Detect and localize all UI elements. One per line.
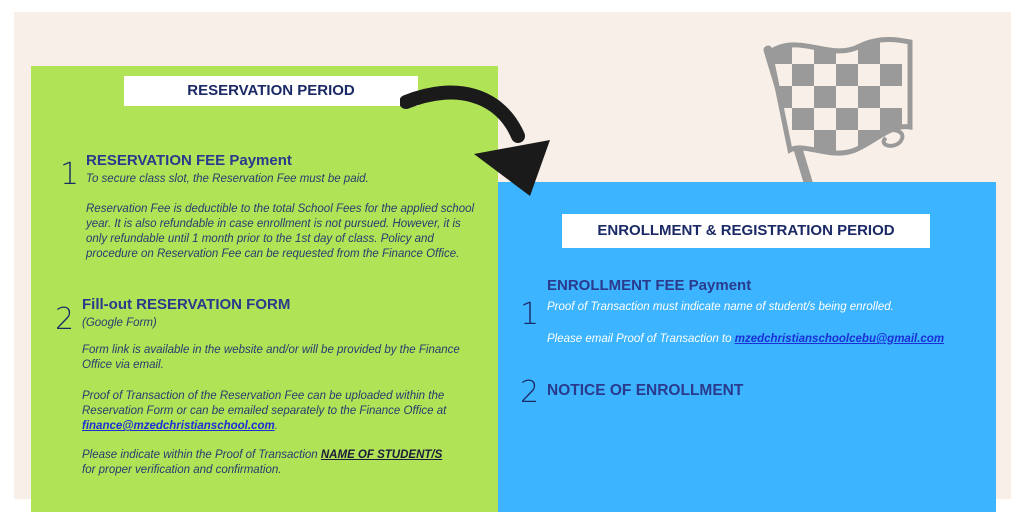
enrollment-email-info	[547, 332, 987, 347]
name-of-students-label: NAME OF STUDENT/S	[320, 449, 443, 461]
enrollment-proof-info: Proof of Transaction must indicate name of student/s being enrolled.	[547, 301, 894, 313]
reservation-fee-details: Reservation Fee is deductible to the total School Fees for the applied school year. It is also refundable in case enrollment is not pursued. However, it is only refundable until 1 month prior to the 1st day of class. Policy and procedure on Reservation Fee can be requested from the Finance Office.	[86, 203, 475, 260]
enrollment-fee-heading: ENROLLMENT FEE Payment	[547, 277, 752, 294]
proof-upload-end: .	[274, 420, 278, 432]
enrollment-step-number-1: 1	[520, 297, 540, 332]
reservation-form-heading: Fill-out RESERVATION FORM	[82, 296, 291, 313]
finance-email-link[interactable]: finance@mzedchristianschool.com	[82, 420, 275, 432]
curved-arrow-icon	[400, 84, 560, 204]
enrollment-period-banner: ENROLLMENT & REGISTRATION PERIOD	[562, 214, 930, 248]
reservation-fee-heading: RESERVATION FEE Payment	[86, 152, 292, 169]
enrollment-step-number-2: 2	[520, 375, 540, 410]
enrollment-email-link[interactable]: mzedchristianschoolcebu@gmail.com	[734, 333, 945, 345]
proof-upload-info	[82, 389, 482, 434]
reservation-fee-intro: To secure class slot, the Reservation Fee must be paid.	[86, 173, 369, 185]
form-link-info: Form link is available in the website and/or will be provided by the Finance Office via email.	[82, 344, 460, 371]
enrollment-email-pre: Please email Proof of Transaction to	[547, 333, 732, 345]
notice-of-enrollment-heading: NOTICE OF ENROLLMENT	[547, 382, 744, 399]
reservation-period-banner: RESERVATION PERIOD	[124, 76, 418, 106]
name-indication-post: for proper verification and confirmation.	[82, 464, 282, 476]
proof-upload-text: Proof of Transaction of the Reservation Fee can be uploaded within the Reservation Form or can be emailed separately to the Finance Office at	[82, 390, 447, 417]
step-number-2: 2	[55, 302, 75, 337]
step-number-1: 1	[60, 157, 80, 192]
reservation-form-subtitle: (Google Form)	[82, 317, 157, 329]
checkered-flag-icon	[760, 32, 920, 187]
name-indication-pre: Please indicate within the Proof of Transaction	[82, 449, 318, 461]
name-indication-info	[82, 448, 482, 478]
